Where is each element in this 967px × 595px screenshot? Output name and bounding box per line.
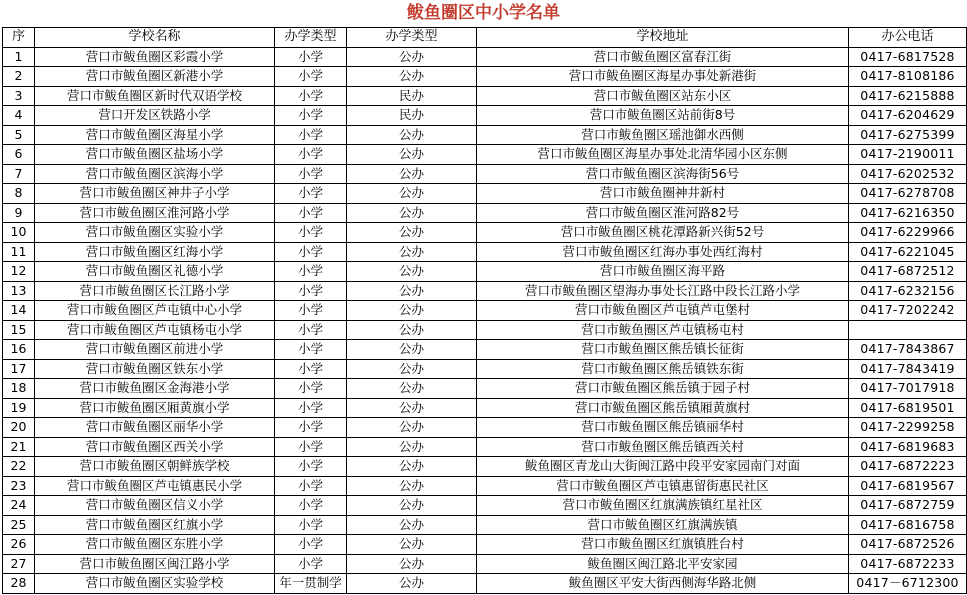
ownership-cell: 公办 (347, 125, 477, 145)
phone-cell: 0417-6232156 (849, 281, 967, 301)
table-row (3, 574, 967, 594)
phone-cell: 0417-6204629 (849, 106, 967, 126)
phone-cell: 0417－6712300 (849, 574, 967, 594)
ownership-cell: 公办 (347, 281, 477, 301)
school-name-cell: 营口市鲅鱼圈区淮河路小学 (35, 203, 275, 223)
table-row (3, 301, 967, 321)
header-cell-school-name: 学校名称 (35, 28, 275, 48)
school-type-cell: 小学 (275, 554, 347, 574)
school-name-cell: 营口市鲅鱼圈区新时代双语学校 (35, 86, 275, 106)
table-row (3, 106, 967, 126)
address-cell: 鲅鱼圈区青龙山大街闽江路中段平安家园南门对面 (477, 457, 849, 477)
row-index-cell: 4 (3, 106, 35, 126)
school-type-cell: 小学 (275, 359, 347, 379)
header-cell-address: 学校地址 (477, 28, 849, 48)
table-row (3, 437, 967, 457)
school-name-cell: 营口市鲅鱼圈区实验学校 (35, 574, 275, 594)
ownership-cell: 公办 (347, 223, 477, 243)
row-index-cell: 9 (3, 203, 35, 223)
row-index-cell: 5 (3, 125, 35, 145)
ownership-cell: 公办 (347, 496, 477, 516)
row-index-cell: 7 (3, 164, 35, 184)
table-row (3, 554, 967, 574)
phone-cell: 0417-6221045 (849, 242, 967, 262)
ownership-cell: 公办 (347, 145, 477, 165)
table-row (3, 67, 967, 87)
table-row (3, 340, 967, 360)
school-type-cell: 小学 (275, 125, 347, 145)
ownership-cell: 公办 (347, 262, 477, 282)
ownership-cell: 公办 (347, 301, 477, 321)
table-row (3, 359, 967, 379)
row-index-cell: 1 (3, 47, 35, 67)
school-type-cell: 小学 (275, 145, 347, 165)
school-name-cell: 营口市鲅鱼圈区彩霞小学 (35, 47, 275, 67)
row-index-cell: 28 (3, 574, 35, 594)
address-cell: 营口市鲅鱼圈区瑶池御水西侧 (477, 125, 849, 145)
table-row (3, 398, 967, 418)
school-name-cell: 营口市鲅鱼圈区闽江路小学 (35, 554, 275, 574)
ownership-cell: 公办 (347, 320, 477, 340)
school-type-cell: 小学 (275, 535, 347, 555)
school-name-cell: 营口市鲅鱼圈区前进小学 (35, 340, 275, 360)
school-type-cell: 小学 (275, 340, 347, 360)
address-cell: 营口市鲅鱼圈区熊岳镇丽华村 (477, 418, 849, 438)
address-cell: 鲅鱼圈区平安大街西侧海华路北侧 (477, 574, 849, 594)
table-row (3, 515, 967, 535)
address-cell: 营口市鲅鱼圈区芦屯镇杨屯村 (477, 320, 849, 340)
address-cell: 营口市鲅鱼圈区熊岳镇厢黄旗村 (477, 398, 849, 418)
address-cell: 营口市鲅鱼圈区熊岳镇长征街 (477, 340, 849, 360)
address-cell: 营口市鲅鱼圈区望海办事处长江路中段长江路小学 (477, 281, 849, 301)
row-index-cell: 26 (3, 535, 35, 555)
row-index-cell: 27 (3, 554, 35, 574)
phone-cell: 0417-6872526 (849, 535, 967, 555)
phone-cell: 0417-2190011 (849, 145, 967, 165)
school-name-cell: 营口市鲅鱼圈区厢黄旗小学 (35, 398, 275, 418)
phone-cell: 0417-6229966 (849, 223, 967, 243)
ownership-cell: 公办 (347, 184, 477, 204)
school-name-cell: 营口市鲅鱼圈区滨海小学 (35, 164, 275, 184)
row-index-cell: 23 (3, 476, 35, 496)
school-name-cell: 营口市鲅鱼圈区芦屯镇中心小学 (35, 301, 275, 321)
school-type-cell: 小学 (275, 67, 347, 87)
header-cell-phone: 办公电话 (849, 28, 967, 48)
row-index-cell: 18 (3, 379, 35, 399)
school-type-cell: 小学 (275, 242, 347, 262)
address-cell: 营口市鲅鱼圈区淮河路82号 (477, 203, 849, 223)
row-index-cell: 10 (3, 223, 35, 243)
ownership-cell: 公办 (347, 476, 477, 496)
phone-cell: 0417-6275399 (849, 125, 967, 145)
school-type-cell: 小学 (275, 164, 347, 184)
page-title: 鲅鱼圈区中小学名单 (407, 3, 560, 23)
row-index-cell: 22 (3, 457, 35, 477)
table-row (3, 476, 967, 496)
address-cell: 营口市鲅鱼圈区红旗满族镇 (477, 515, 849, 535)
school-name-cell: 营口市鲅鱼圈区实验小学 (35, 223, 275, 243)
phone-cell: 0417-6819501 (849, 398, 967, 418)
row-index-cell: 25 (3, 515, 35, 535)
address-cell: 营口市鲅鱼圈区熊岳镇西关村 (477, 437, 849, 457)
school-type-cell: 小学 (275, 476, 347, 496)
address-cell: 营口市鲅鱼圈神井新村 (477, 184, 849, 204)
address-cell: 营口市鲅鱼圈区芦屯镇芦屯堡村 (477, 301, 849, 321)
school-type-cell: 小学 (275, 398, 347, 418)
table-row (3, 262, 967, 282)
row-index-cell: 11 (3, 242, 35, 262)
table-row (3, 496, 967, 516)
school-name-cell: 营口市鲅鱼圈区金海港小学 (35, 379, 275, 399)
school-name-cell: 营口市鲅鱼圈区西关小学 (35, 437, 275, 457)
school-type-cell: 小学 (275, 281, 347, 301)
address-cell: 鲅鱼圈区闽江路北平安家园 (477, 554, 849, 574)
school-name-cell: 营口市鲅鱼圈区铁东小学 (35, 359, 275, 379)
row-index-cell: 6 (3, 145, 35, 165)
header-row (3, 28, 967, 48)
school-name-cell: 营口开发区铁路小学 (35, 106, 275, 126)
phone-cell: 0417-2299258 (849, 418, 967, 438)
ownership-cell: 公办 (347, 437, 477, 457)
school-type-cell: 小学 (275, 457, 347, 477)
table-row (3, 281, 967, 301)
table-row (3, 535, 967, 555)
address-cell: 营口市鲅鱼圈区桃花潭路新兴街52号 (477, 223, 849, 243)
address-cell: 营口市鲅鱼圈区站前街8号 (477, 106, 849, 126)
school-name-cell: 营口市鲅鱼圈区信义小学 (35, 496, 275, 516)
row-index-cell: 13 (3, 281, 35, 301)
table-row (3, 164, 967, 184)
school-name-cell: 营口市鲅鱼圈区礼德小学 (35, 262, 275, 282)
address-cell: 营口市鲅鱼圈区红旗满族镇红星社区 (477, 496, 849, 516)
phone-cell: 0417-6216350 (849, 203, 967, 223)
school-type-cell: 小学 (275, 496, 347, 516)
row-index-cell: 3 (3, 86, 35, 106)
ownership-cell: 公办 (347, 242, 477, 262)
ownership-cell: 公办 (347, 515, 477, 535)
school-name-cell: 营口市鲅鱼圈区芦屯镇杨屯小学 (35, 320, 275, 340)
school-type-cell: 小学 (275, 379, 347, 399)
table-row (3, 418, 967, 438)
school-type-cell: 小学 (275, 515, 347, 535)
school-table (2, 27, 967, 594)
ownership-cell: 公办 (347, 340, 477, 360)
phone-cell: 0417-6872223 (849, 457, 967, 477)
school-type-cell: 年一贯制学 (275, 574, 347, 594)
school-type-cell: 小学 (275, 418, 347, 438)
school-name-cell: 营口市鲅鱼圈区盐场小学 (35, 145, 275, 165)
ownership-cell: 公办 (347, 574, 477, 594)
phone-cell: 0417-6816758 (849, 515, 967, 535)
address-cell: 营口市鲅鱼圈区熊岳镇于园子村 (477, 379, 849, 399)
ownership-cell: 公办 (347, 554, 477, 574)
row-index-cell: 8 (3, 184, 35, 204)
ownership-cell: 公办 (347, 203, 477, 223)
phone-cell: 0417-8108186 (849, 67, 967, 87)
school-name-cell: 营口市鲅鱼圈区海星小学 (35, 125, 275, 145)
row-index-cell: 19 (3, 398, 35, 418)
school-name-cell: 营口市鲅鱼圈区新港小学 (35, 67, 275, 87)
ownership-cell: 公办 (347, 398, 477, 418)
address-cell: 营口市鲅鱼圈区海平路 (477, 262, 849, 282)
ownership-cell: 民办 (347, 106, 477, 126)
address-cell: 营口市鲅鱼圈区红海办事处西红海村 (477, 242, 849, 262)
phone-cell: 0417-6872512 (849, 262, 967, 282)
ownership-cell: 公办 (347, 457, 477, 477)
table-row (3, 184, 967, 204)
phone-cell: 0417-6202532 (849, 164, 967, 184)
school-type-cell: 小学 (275, 106, 347, 126)
table-body (3, 47, 967, 593)
phone-cell: 0417-7843867 (849, 340, 967, 360)
school-name-cell: 营口市鲅鱼圈区丽华小学 (35, 418, 275, 438)
address-cell: 营口市鲅鱼圈区海星办事处北清华园小区东侧 (477, 145, 849, 165)
phone-cell: 0417-6872759 (849, 496, 967, 516)
table-row (3, 379, 967, 399)
row-index-cell: 12 (3, 262, 35, 282)
row-index-cell: 15 (3, 320, 35, 340)
row-index-cell: 24 (3, 496, 35, 516)
school-type-cell: 小学 (275, 47, 347, 67)
school-type-cell: 小学 (275, 184, 347, 204)
phone-cell: 0417-7017918 (849, 379, 967, 399)
address-cell: 营口市鲅鱼圈区红旗镇胜台村 (477, 535, 849, 555)
phone-cell (849, 320, 967, 340)
phone-cell: 0417-6819567 (849, 476, 967, 496)
row-index-cell: 17 (3, 359, 35, 379)
school-name-cell: 营口市鲅鱼圈区神井子小学 (35, 184, 275, 204)
ownership-cell: 公办 (347, 535, 477, 555)
school-name-cell: 营口市鲅鱼圈区长江路小学 (35, 281, 275, 301)
school-name-cell: 营口市鲅鱼圈区东胜小学 (35, 535, 275, 555)
phone-cell: 0417-6817528 (849, 47, 967, 67)
ownership-cell: 公办 (347, 164, 477, 184)
table-row (3, 47, 967, 67)
school-name-cell: 营口市鲅鱼圈区红旗小学 (35, 515, 275, 535)
phone-cell: 0417-6872233 (849, 554, 967, 574)
table-row (3, 242, 967, 262)
row-index-cell: 16 (3, 340, 35, 360)
ownership-cell: 民办 (347, 86, 477, 106)
row-index-cell: 2 (3, 67, 35, 87)
ownership-cell: 公办 (347, 67, 477, 87)
table-row (3, 86, 967, 106)
school-type-cell: 小学 (275, 203, 347, 223)
address-cell: 营口市鲅鱼圈区富春江街 (477, 47, 849, 67)
school-type-cell: 小学 (275, 223, 347, 243)
row-index-cell: 14 (3, 301, 35, 321)
address-cell: 营口市鲅鱼圈区站东小区 (477, 86, 849, 106)
school-type-cell: 小学 (275, 301, 347, 321)
school-type-cell: 小学 (275, 86, 347, 106)
school-name-cell: 营口市鲅鱼圈区芦屯镇惠民小学 (35, 476, 275, 496)
phone-cell: 0417-7843419 (849, 359, 967, 379)
school-name-cell: 营口市鲅鱼圈区红海小学 (35, 242, 275, 262)
school-type-cell: 小学 (275, 320, 347, 340)
phone-cell: 0417-6278708 (849, 184, 967, 204)
school-type-cell: 小学 (275, 262, 347, 282)
address-cell: 营口市鲅鱼圈区芦屯镇惠留街惠民社区 (477, 476, 849, 496)
phone-cell: 0417-6819683 (849, 437, 967, 457)
row-index-cell: 21 (3, 437, 35, 457)
school-type-cell: 小学 (275, 437, 347, 457)
ownership-cell: 公办 (347, 418, 477, 438)
phone-cell: 0417-6215888 (849, 86, 967, 106)
header-cell-school-ownership: 办学类型 (347, 28, 477, 48)
phone-cell: 0417-7202242 (849, 301, 967, 321)
address-cell: 营口市鲅鱼圈区海星办事处新港街 (477, 67, 849, 87)
table-row (3, 223, 967, 243)
ownership-cell: 公办 (347, 379, 477, 399)
address-cell: 营口市鲅鱼圈区熊岳镇铁东街 (477, 359, 849, 379)
table-row (3, 320, 967, 340)
table-row (3, 145, 967, 165)
address-cell: 营口市鲅鱼圈区滨海街56号 (477, 164, 849, 184)
header-cell-school-type: 办学类型 (275, 28, 347, 48)
ownership-cell: 公办 (347, 359, 477, 379)
table-row (3, 125, 967, 145)
ownership-cell: 公办 (347, 47, 477, 67)
row-index-cell: 20 (3, 418, 35, 438)
table-row (3, 203, 967, 223)
table-row (3, 457, 967, 477)
school-name-cell: 营口市鲅鱼圈区朝鲜族学校 (35, 457, 275, 477)
header-cell-index: 序 (3, 28, 35, 48)
